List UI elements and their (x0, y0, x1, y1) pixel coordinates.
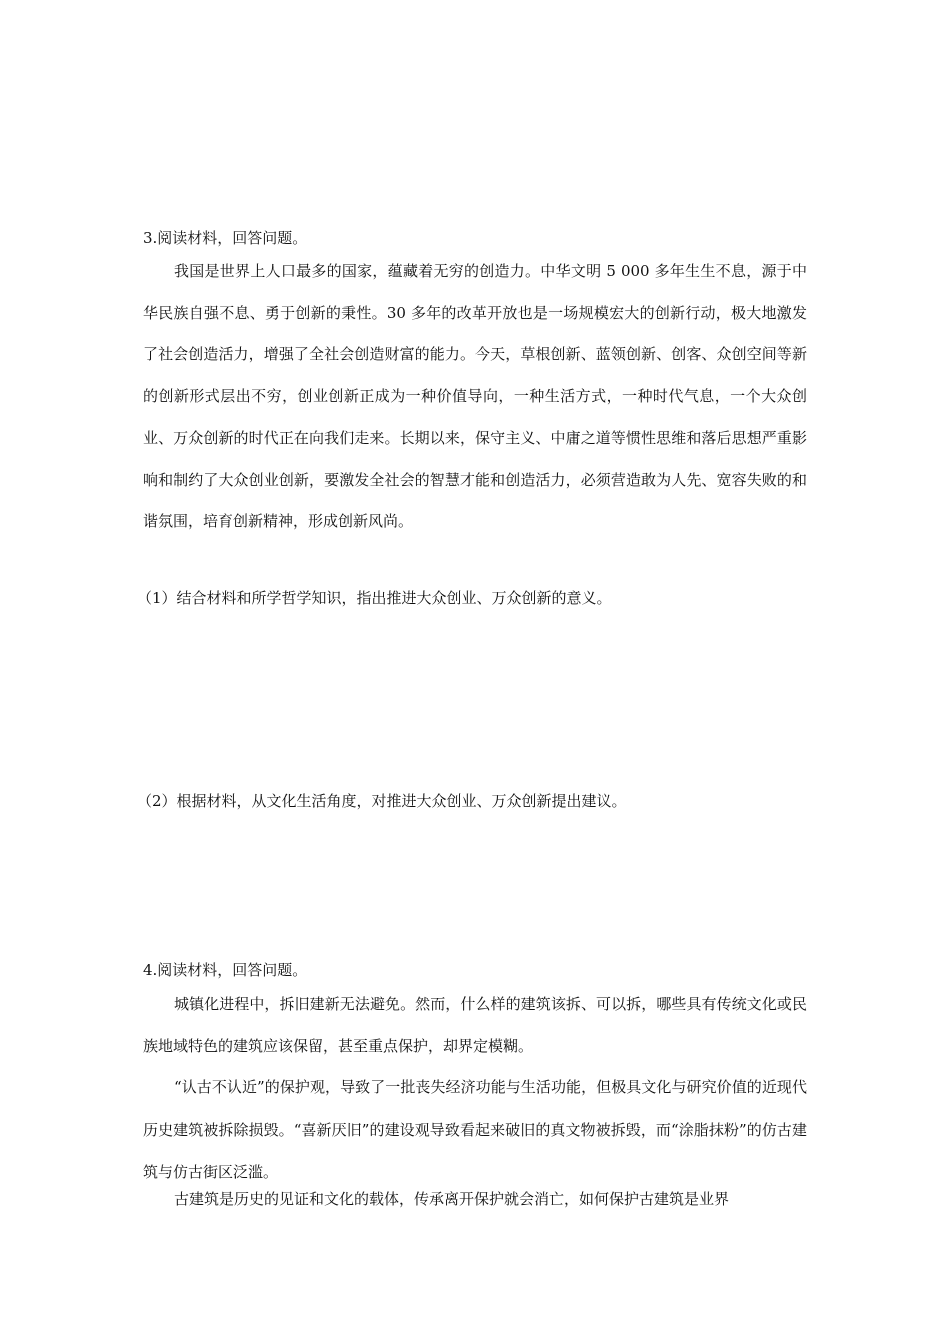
question-4-paragraph-3: 古建筑是历史的见证和文化的载体，传承离开保护就会消亡，如何保护古建筑是业界 (174, 1190, 730, 1208)
question-3-material: 我国是世界上人口最多的国家，蕴藏着无穷的创造力。中华文明 5 000 多年生生不息，源于中华民族自强不息、勇于创新的秉性。30 多年的改革开放也是一场规模宏大的创新行动，极大地激发了社会创造活力，增强了全社会创造财富的能力。今天，草根创新、蓝领创新、创客、众创空间等新的创新形式层出不穷，创业创新正成为一种价值导向，一种生活方式，一种时代气息，一个大众创业、万众创新的时代正在向我们走来。长期以来，保守主义、中庸之道等惯性思维和落后思想严重影响和制约了大众创业创新，要激发全社会的智慧才能和创造活力，必须营造敢为人先、宽容失败的和谐氛围，培育创新精神，形成创新风尚。 (143, 262, 807, 531)
question-4-paragraph-1: 城镇化进程中，拆旧建新无法避免。然而，什么样的建筑该拆、可以拆，哪些具有传统文化或民族地域特色的建筑应该保留，甚至重点保护，却界定模糊。 (143, 995, 807, 1055)
question-3-subquestion-2: （2）根据材料，从文化生活角度，对推进大众创业、万众创新提出建议。 (137, 792, 627, 810)
question-3-title: 3.阅读材料，回答问题。 (143, 229, 308, 247)
question-4-title: 4.阅读材料，回答问题。 (143, 961, 308, 979)
question-4-paragraph-2: “认古不认近”的保护观，导致了一批丧失经济功能与生活功能，但极具文化与研究价值的近现代历史建筑被拆除损毁。“喜新厌旧”的建设观导致看起来破旧的真文物被拆毁，而“涂脂抹粉”的仿古建筑与仿古街区泛滥。 (143, 1078, 807, 1181)
question-3-subquestion-1: （1）结合材料和所学哲学知识，指出推进大众创业、万众创新的意义。 (137, 589, 612, 607)
